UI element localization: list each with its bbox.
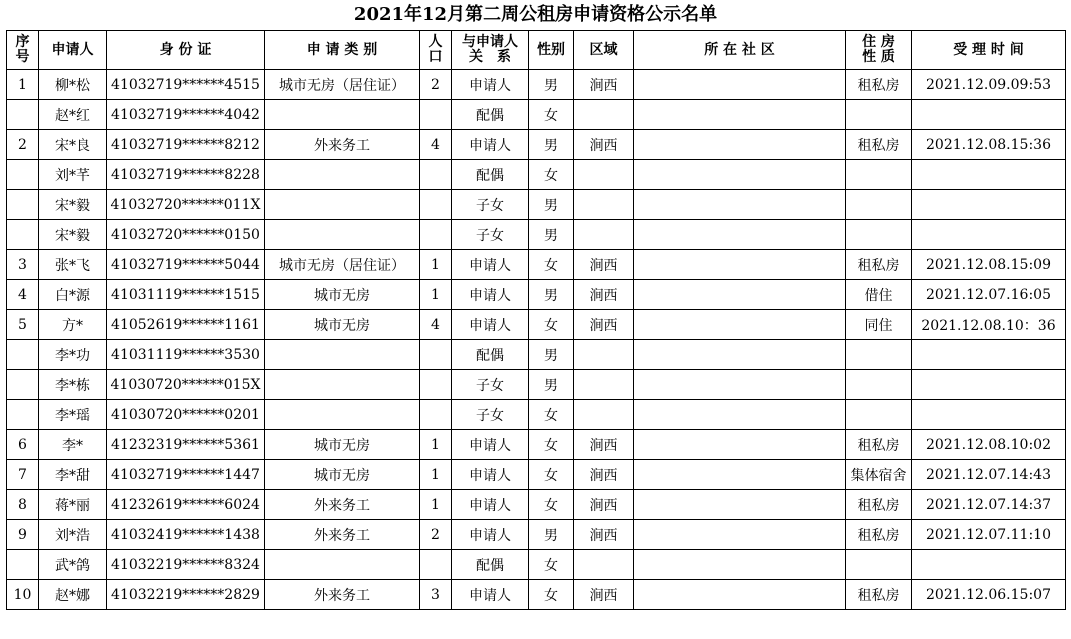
cell-name: 刘*浩 xyxy=(39,520,107,550)
cell-gender: 男 xyxy=(529,220,574,250)
cell-relation: 申请人 xyxy=(452,70,529,100)
cell-housing xyxy=(846,340,912,370)
cell-id-card: 41032719******4042 xyxy=(107,100,265,130)
cell-relation: 配偶 xyxy=(452,550,529,580)
cell-district xyxy=(574,160,634,190)
cell-name: 赵*娜 xyxy=(39,580,107,610)
cell-community xyxy=(634,490,846,520)
cell-category: 城市无房（居住证） xyxy=(265,70,420,100)
cell-relation: 申请人 xyxy=(452,250,529,280)
cell-seq xyxy=(7,550,39,580)
cell-name: 李*栋 xyxy=(39,370,107,400)
cell-household xyxy=(420,160,452,190)
cell-district xyxy=(574,100,634,130)
cell-housing xyxy=(846,160,912,190)
cell-housing: 集体宿舍 xyxy=(846,460,912,490)
cell-id-card: 41032720******011X xyxy=(107,190,265,220)
header-community: 所 在 社 区 xyxy=(634,31,846,70)
cell-category xyxy=(265,100,420,130)
cell-gender: 女 xyxy=(529,160,574,190)
cell-id-card: 41032219******8324 xyxy=(107,550,265,580)
cell-id-card: 41032219******2829 xyxy=(107,580,265,610)
cell-time: 2021.12.07.14:37 xyxy=(912,490,1066,520)
cell-gender: 男 xyxy=(529,70,574,100)
cell-seq xyxy=(7,190,39,220)
cell-household: 1 xyxy=(420,460,452,490)
cell-id-card: 41031119******3530 xyxy=(107,340,265,370)
cell-name: 宋*良 xyxy=(39,130,107,160)
cell-household xyxy=(420,370,452,400)
cell-housing: 借住 xyxy=(846,280,912,310)
cell-seq xyxy=(7,400,39,430)
cell-housing xyxy=(846,100,912,130)
cell-seq: 5 xyxy=(7,310,39,340)
cell-seq xyxy=(7,220,39,250)
cell-id-card: 41031119******1515 xyxy=(107,280,265,310)
cell-district xyxy=(574,400,634,430)
cell-gender: 女 xyxy=(529,430,574,460)
table-row xyxy=(7,580,1066,610)
cell-gender: 男 xyxy=(529,130,574,160)
cell-household xyxy=(420,190,452,220)
cell-seq: 2 xyxy=(7,130,39,160)
cell-time xyxy=(912,220,1066,250)
cell-id-card: 41032719******5044 xyxy=(107,250,265,280)
cell-community xyxy=(634,370,846,400)
cell-time: 2021.12.08.15:09 xyxy=(912,250,1066,280)
table-row xyxy=(7,370,1066,400)
header-id-card: 身 份 证 xyxy=(107,31,265,70)
cell-community xyxy=(634,130,846,160)
cell-category: 城市无房（居住证） xyxy=(265,250,420,280)
cell-name: 李* xyxy=(39,430,107,460)
cell-name: 赵*红 xyxy=(39,100,107,130)
cell-household: 1 xyxy=(420,250,452,280)
cell-relation: 申请人 xyxy=(452,130,529,160)
cell-community xyxy=(634,70,846,100)
cell-community xyxy=(634,430,846,460)
header-relation: 与申请人 关 系 xyxy=(452,31,529,70)
cell-seq xyxy=(7,340,39,370)
cell-seq: 7 xyxy=(7,460,39,490)
cell-gender: 女 xyxy=(529,460,574,490)
cell-housing: 租私房 xyxy=(846,430,912,460)
cell-household: 1 xyxy=(420,280,452,310)
cell-category: 外来务工 xyxy=(265,130,420,160)
cell-relation: 申请人 xyxy=(452,280,529,310)
cell-gender: 女 xyxy=(529,490,574,520)
applicant-table xyxy=(6,30,1066,610)
cell-time xyxy=(912,340,1066,370)
cell-id-card: 41232619******6024 xyxy=(107,490,265,520)
cell-relation: 申请人 xyxy=(452,310,529,340)
cell-housing xyxy=(846,550,912,580)
cell-time xyxy=(912,550,1066,580)
cell-relation: 配偶 xyxy=(452,100,529,130)
cell-seq: 8 xyxy=(7,490,39,520)
cell-district xyxy=(574,370,634,400)
cell-gender: 女 xyxy=(529,250,574,280)
cell-id-card: 41032719******8228 xyxy=(107,160,265,190)
cell-housing: 租私房 xyxy=(846,70,912,100)
cell-name: 李*功 xyxy=(39,340,107,370)
table-header-row xyxy=(7,31,1066,70)
cell-housing: 租私房 xyxy=(846,130,912,160)
cell-community xyxy=(634,190,846,220)
cell-category xyxy=(265,340,420,370)
cell-category: 外来务工 xyxy=(265,490,420,520)
cell-name: 蒋*丽 xyxy=(39,490,107,520)
cell-household: 3 xyxy=(420,580,452,610)
table-row xyxy=(7,220,1066,250)
cell-housing: 租私房 xyxy=(846,580,912,610)
cell-relation: 申请人 xyxy=(452,430,529,460)
cell-gender: 男 xyxy=(529,280,574,310)
cell-community xyxy=(634,100,846,130)
cell-household xyxy=(420,550,452,580)
cell-district: 涧西 xyxy=(574,130,634,160)
cell-category xyxy=(265,370,420,400)
table-row xyxy=(7,100,1066,130)
cell-relation: 申请人 xyxy=(452,460,529,490)
table-row xyxy=(7,190,1066,220)
cell-time: 2021.12.08.10：36 xyxy=(912,310,1066,340)
cell-time xyxy=(912,160,1066,190)
header-time: 受 理 时 间 xyxy=(912,31,1066,70)
cell-household: 4 xyxy=(420,130,452,160)
table-row xyxy=(7,160,1066,190)
cell-id-card: 41232319******5361 xyxy=(107,430,265,460)
cell-relation: 配偶 xyxy=(452,160,529,190)
cell-id-card: 41030720******0201 xyxy=(107,400,265,430)
cell-household: 1 xyxy=(420,430,452,460)
cell-community xyxy=(634,280,846,310)
cell-time: 2021.12.08.15:36 xyxy=(912,130,1066,160)
cell-id-card: 41032719******8212 xyxy=(107,130,265,160)
cell-household: 2 xyxy=(420,70,452,100)
cell-community xyxy=(634,460,846,490)
cell-time: 2021.12.07.16:05 xyxy=(912,280,1066,310)
cell-community xyxy=(634,340,846,370)
header-seq: 序 号 xyxy=(7,31,39,70)
header-housing: 住 房 性 质 xyxy=(846,31,912,70)
cell-category xyxy=(265,400,420,430)
cell-gender: 女 xyxy=(529,310,574,340)
cell-gender: 女 xyxy=(529,580,574,610)
cell-relation: 子女 xyxy=(452,220,529,250)
header-household: 人 口 xyxy=(420,31,452,70)
cell-household: 2 xyxy=(420,520,452,550)
cell-time xyxy=(912,100,1066,130)
cell-time xyxy=(912,370,1066,400)
cell-category: 城市无房 xyxy=(265,430,420,460)
cell-time xyxy=(912,400,1066,430)
cell-housing: 租私房 xyxy=(846,250,912,280)
cell-relation: 申请人 xyxy=(452,490,529,520)
cell-seq xyxy=(7,160,39,190)
cell-id-card: 41032419******1438 xyxy=(107,520,265,550)
cell-gender: 男 xyxy=(529,370,574,400)
cell-household xyxy=(420,340,452,370)
cell-district xyxy=(574,340,634,370)
cell-id-card: 41032720******0150 xyxy=(107,220,265,250)
header-gender: 性别 xyxy=(529,31,574,70)
table-row xyxy=(7,280,1066,310)
cell-household xyxy=(420,400,452,430)
cell-household xyxy=(420,220,452,250)
table-row xyxy=(7,250,1066,280)
cell-time: 2021.12.09.09:53 xyxy=(912,70,1066,100)
cell-household xyxy=(420,100,452,130)
cell-district: 涧西 xyxy=(574,490,634,520)
cell-community xyxy=(634,580,846,610)
cell-id-card: 41052619******1161 xyxy=(107,310,265,340)
cell-housing xyxy=(846,220,912,250)
cell-relation: 申请人 xyxy=(452,520,529,550)
table-row xyxy=(7,70,1066,100)
cell-time xyxy=(912,190,1066,220)
cell-category xyxy=(265,220,420,250)
cell-district xyxy=(574,190,634,220)
cell-housing: 租私房 xyxy=(846,490,912,520)
header-district: 区域 xyxy=(574,31,634,70)
cell-name: 宋*毅 xyxy=(39,220,107,250)
cell-name: 武*鸽 xyxy=(39,550,107,580)
cell-time: 2021.12.07.14:43 xyxy=(912,460,1066,490)
cell-gender: 女 xyxy=(529,400,574,430)
cell-housing xyxy=(846,190,912,220)
cell-relation: 子女 xyxy=(452,190,529,220)
cell-name: 刘*芊 xyxy=(39,160,107,190)
cell-relation: 子女 xyxy=(452,400,529,430)
cell-time: 2021.12.07.11:10 xyxy=(912,520,1066,550)
cell-name: 宋*毅 xyxy=(39,190,107,220)
document-title: 2021年12月第二周公租房申请资格公示名单 xyxy=(353,4,718,25)
cell-community xyxy=(634,310,846,340)
cell-seq: 10 xyxy=(7,580,39,610)
table-row xyxy=(7,340,1066,370)
cell-district: 涧西 xyxy=(574,520,634,550)
cell-gender: 女 xyxy=(529,550,574,580)
cell-gender: 女 xyxy=(529,100,574,130)
cell-district: 涧西 xyxy=(574,280,634,310)
cell-gender: 男 xyxy=(529,190,574,220)
table-row xyxy=(7,550,1066,580)
table-row xyxy=(7,400,1066,430)
cell-category: 外来务工 xyxy=(265,580,420,610)
cell-housing xyxy=(846,370,912,400)
cell-relation: 申请人 xyxy=(452,580,529,610)
cell-seq: 4 xyxy=(7,280,39,310)
cell-category: 城市无房 xyxy=(265,310,420,340)
cell-name: 柳*松 xyxy=(39,70,107,100)
cell-district: 涧西 xyxy=(574,430,634,460)
cell-community xyxy=(634,220,846,250)
cell-district: 涧西 xyxy=(574,310,634,340)
cell-community xyxy=(634,550,846,580)
cell-category xyxy=(265,190,420,220)
cell-time: 2021.12.06.15:07 xyxy=(912,580,1066,610)
cell-seq xyxy=(7,370,39,400)
cell-relation: 子女 xyxy=(452,370,529,400)
cell-id-card: 41032719******1447 xyxy=(107,460,265,490)
cell-gender: 男 xyxy=(529,520,574,550)
cell-category: 外来务工 xyxy=(265,520,420,550)
table-row xyxy=(7,430,1066,460)
cell-name: 张*飞 xyxy=(39,250,107,280)
cell-housing: 租私房 xyxy=(846,520,912,550)
cell-seq: 6 xyxy=(7,430,39,460)
cell-district: 涧西 xyxy=(574,460,634,490)
cell-name: 李*甜 xyxy=(39,460,107,490)
cell-relation: 配偶 xyxy=(452,340,529,370)
table-row xyxy=(7,520,1066,550)
cell-district: 涧西 xyxy=(574,250,634,280)
cell-gender: 男 xyxy=(529,340,574,370)
cell-seq: 3 xyxy=(7,250,39,280)
cell-seq xyxy=(7,100,39,130)
cell-district xyxy=(574,220,634,250)
cell-household: 4 xyxy=(420,310,452,340)
cell-seq: 1 xyxy=(7,70,39,100)
cell-category xyxy=(265,160,420,190)
cell-housing xyxy=(846,400,912,430)
cell-community xyxy=(634,250,846,280)
table-row xyxy=(7,460,1066,490)
cell-community xyxy=(634,160,846,190)
cell-category: 城市无房 xyxy=(265,280,420,310)
table-row xyxy=(7,130,1066,160)
table-row xyxy=(7,490,1066,520)
cell-category xyxy=(265,550,420,580)
cell-district: 涧西 xyxy=(574,70,634,100)
cell-household: 1 xyxy=(420,490,452,520)
header-category: 申 请 类 别 xyxy=(265,31,420,70)
cell-time: 2021.12.08.10:02 xyxy=(912,430,1066,460)
cell-id-card: 41030720******015X xyxy=(107,370,265,400)
cell-id-card: 41032719******4515 xyxy=(107,70,265,100)
cell-name: 李*瑶 xyxy=(39,400,107,430)
cell-community xyxy=(634,520,846,550)
header-applicant: 申请人 xyxy=(39,31,107,70)
table-body xyxy=(7,70,1066,610)
cell-name: 白*源 xyxy=(39,280,107,310)
cell-seq: 9 xyxy=(7,520,39,550)
cell-category: 城市无房 xyxy=(265,460,420,490)
cell-community xyxy=(634,400,846,430)
cell-district: 涧西 xyxy=(574,580,634,610)
table-row xyxy=(7,310,1066,340)
cell-name: 方* xyxy=(39,310,107,340)
cell-district xyxy=(574,550,634,580)
cell-housing: 同住 xyxy=(846,310,912,340)
